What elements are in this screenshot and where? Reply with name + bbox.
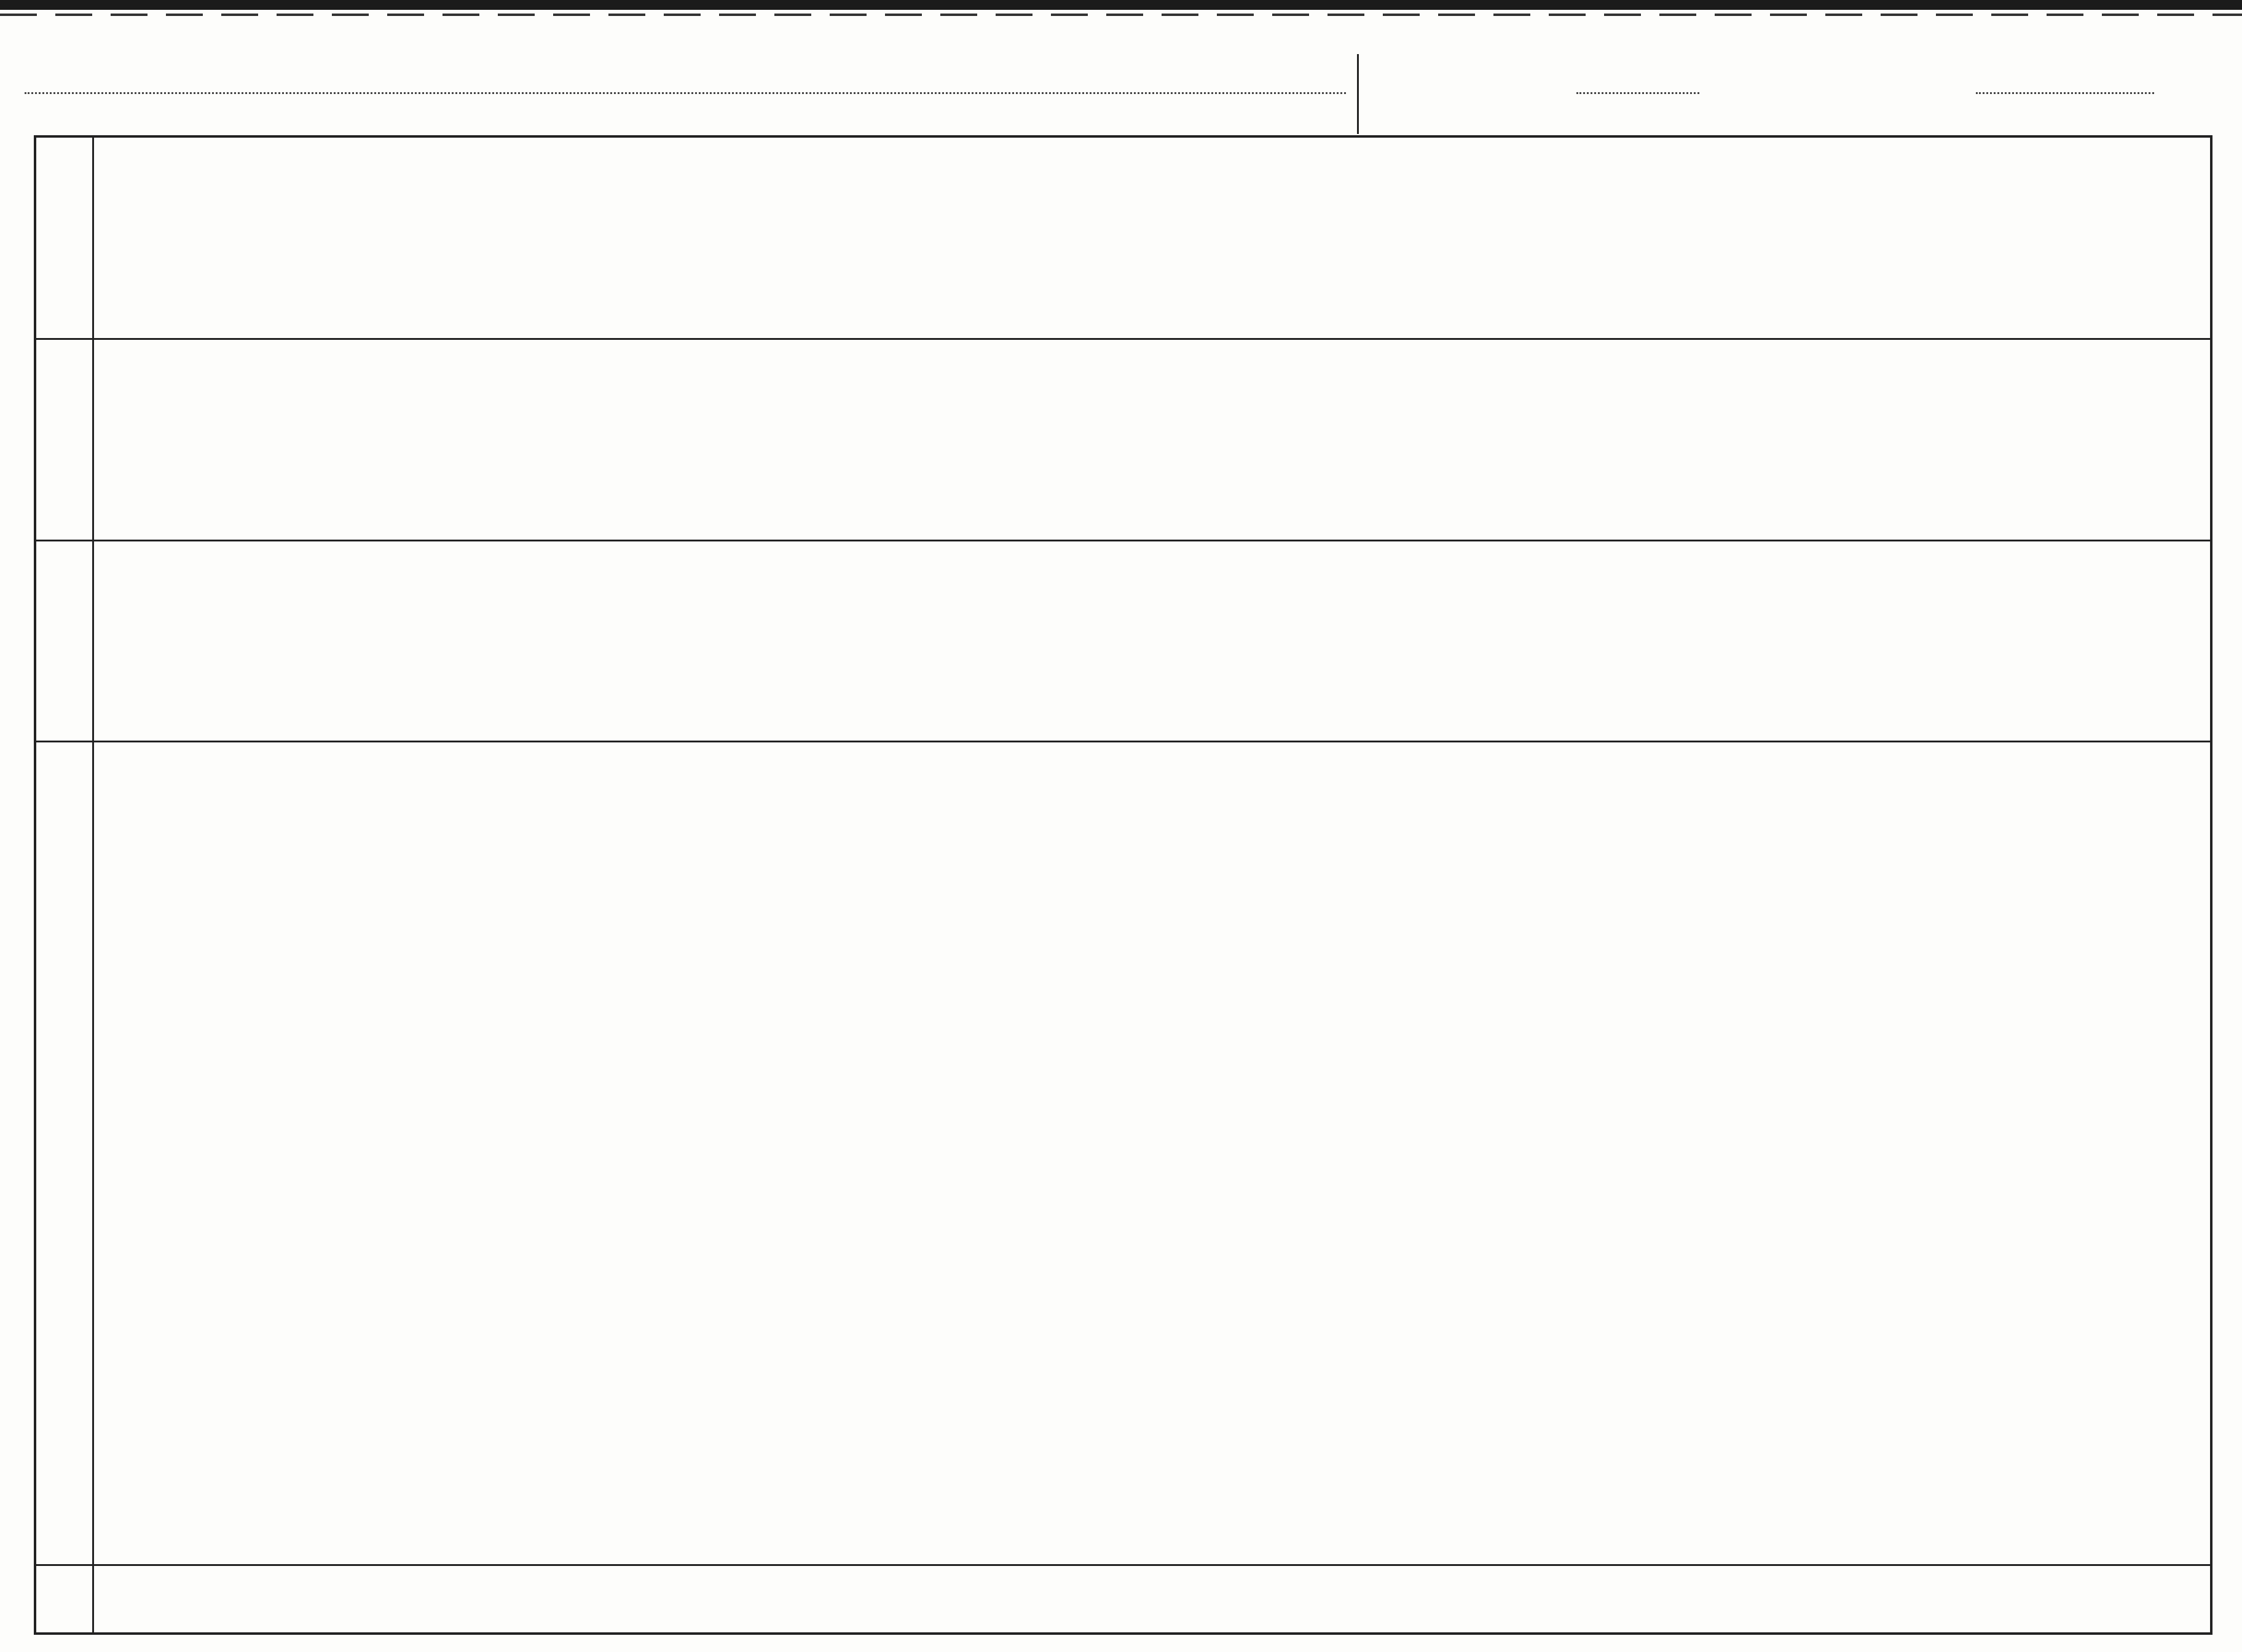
bewoners-nr-line bbox=[34, 1564, 2212, 1566]
code-dotted-line bbox=[1976, 92, 2154, 94]
uit-in-line bbox=[34, 540, 2212, 541]
frame-left bbox=[34, 135, 36, 1635]
uit-top-line bbox=[34, 338, 2212, 340]
in-bewoners-line bbox=[34, 741, 2212, 742]
label-column-divider bbox=[92, 135, 94, 1635]
header-divider bbox=[1357, 54, 1359, 134]
huisnummer-dotted-line bbox=[1576, 92, 1699, 94]
frame-right bbox=[2210, 135, 2212, 1635]
top-border-dashes bbox=[0, 14, 2242, 16]
frame-bottom bbox=[34, 1632, 2212, 1635]
top-border bbox=[0, 0, 2242, 10]
frame-top bbox=[34, 135, 2212, 138]
street-dotted-line bbox=[25, 92, 1346, 94]
